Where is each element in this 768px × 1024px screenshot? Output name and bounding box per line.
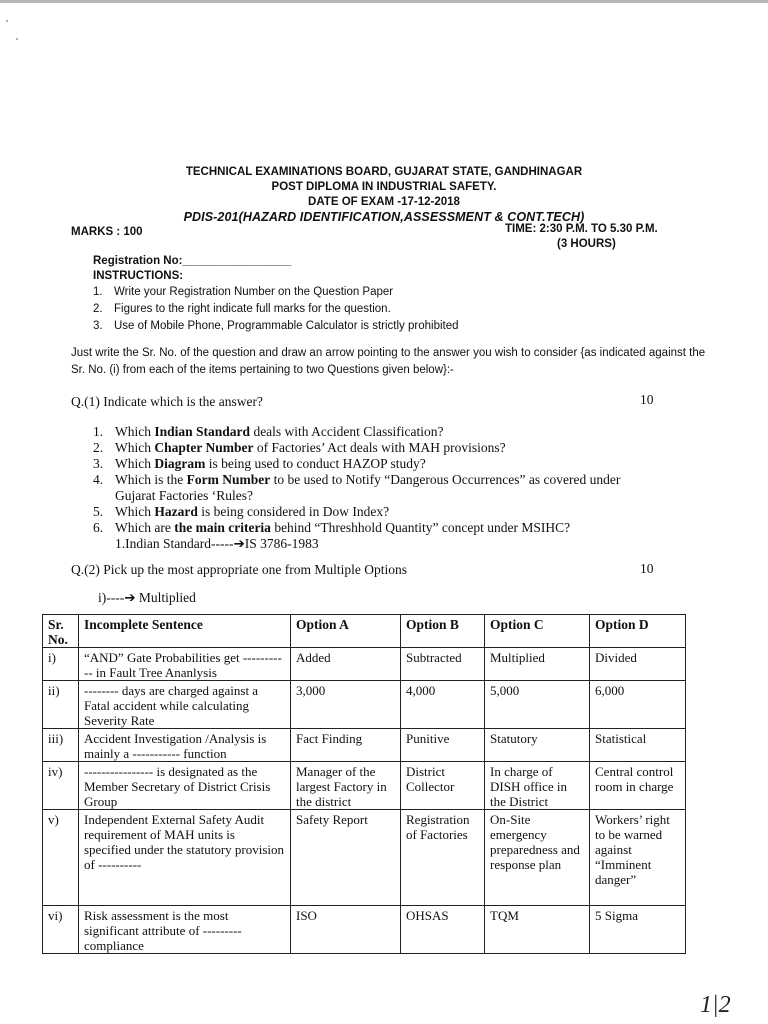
table-cell: Workers’ right to be warned against “Imminent danger” bbox=[590, 810, 686, 906]
scan-speck bbox=[6, 20, 8, 22]
q1-item: 5. Which Hazard is being considered in Dow Index? bbox=[93, 504, 390, 519]
table-cell: 3,000 bbox=[291, 681, 401, 729]
column-header: Option A bbox=[291, 615, 401, 648]
options-table bbox=[42, 614, 686, 954]
table-cell: Registration of Factories bbox=[401, 810, 485, 906]
paper-title: PDIS-201(HAZARD IDENTIFICATION,ASSESSMENT & CONT.TECH) bbox=[183, 210, 585, 224]
table-cell: i) bbox=[43, 648, 79, 681]
q1-list bbox=[93, 424, 620, 552]
instructions-list bbox=[93, 284, 459, 335]
table-row bbox=[43, 762, 686, 810]
table-row bbox=[43, 648, 686, 681]
board-name: TECHNICAL EXAMINATIONS BOARD, GUJARAT STATE, GANDHINAGAR bbox=[185, 166, 583, 178]
table-cell: Multiplied bbox=[485, 648, 590, 681]
course-name: POST DIPLOMA IN INDUSTRIAL SAFETY. bbox=[271, 181, 497, 193]
column-header: Incomplete Sentence bbox=[79, 615, 291, 648]
table-cell: TQM bbox=[485, 906, 590, 954]
table-cell: In charge of DISH office in the District bbox=[485, 762, 590, 810]
table-cell: Statistical bbox=[590, 729, 686, 762]
scan-speck bbox=[16, 38, 18, 40]
table-cell: Subtracted bbox=[401, 648, 485, 681]
table-cell: Fact Finding bbox=[291, 729, 401, 762]
table-cell: District Collector bbox=[401, 762, 485, 810]
table-cell: 5 Sigma bbox=[590, 906, 686, 954]
table-cell: iii) bbox=[43, 729, 79, 762]
table-cell: On-Site emergency preparedness and response plan bbox=[485, 810, 590, 906]
table-cell: “AND” Gate Probabilities get ----------- in Fault Tree Ananlysis bbox=[79, 648, 291, 681]
table-cell: OHSAS bbox=[401, 906, 485, 954]
table-cell: Punitive bbox=[401, 729, 485, 762]
table-cell: ii) bbox=[43, 681, 79, 729]
marks-label: MARKS : 100 bbox=[71, 226, 143, 238]
column-header: Option C bbox=[485, 615, 590, 648]
q1-item: 6. Which are the main criteria behind “Threshhold Quantity” concept under MSIHC? bbox=[93, 520, 571, 535]
column-header: Option D bbox=[590, 615, 686, 648]
table-row bbox=[43, 810, 686, 906]
scan-edge bbox=[0, 0, 768, 3]
instructions-heading: INSTRUCTIONS: bbox=[93, 270, 184, 282]
table-cell: 4,000 bbox=[401, 681, 485, 729]
q2-marks: 10 bbox=[640, 561, 654, 576]
table-row bbox=[43, 729, 686, 762]
intro-paragraph: Just write the Sr. No. of the question and draw an arrow pointing to the answer you wish to consider {as indicated against the Sr. No. (i) from each of the items pertaining to two Questions given below}:- bbox=[71, 347, 706, 376]
q1-item: 1. Which Indian Standard deals with Accident Classification? bbox=[93, 424, 444, 439]
table-row bbox=[43, 906, 686, 954]
table-cell: iv) bbox=[43, 762, 79, 810]
table-row bbox=[43, 681, 686, 729]
table-cell: ISO bbox=[291, 906, 401, 954]
table-cell: Added bbox=[291, 648, 401, 681]
q1-example: 1.Indian Standard-----➔IS 3786-1983 bbox=[115, 536, 319, 551]
registration-label: Registration No: bbox=[93, 255, 183, 267]
table-cell: Statutory bbox=[485, 729, 590, 762]
table-cell: Independent External Safety Audit requirement of MAH units is specified under the statutory provision of ---------- bbox=[79, 810, 291, 906]
exam-time: TIME: 2:30 P.M. TO 5.30 P.M. bbox=[505, 223, 658, 235]
table-cell: Accident Investigation /Analysis is mainly a ----------- function bbox=[79, 729, 291, 762]
table-cell: Central control room in charge bbox=[590, 762, 686, 810]
table-cell: v) bbox=[43, 810, 79, 906]
table-cell: 5,000 bbox=[485, 681, 590, 729]
q1-prompt: Q.(1) Indicate which is the answer? bbox=[71, 394, 263, 409]
instruction-item: 3. Use of Mobile Phone, Programmable Calculator is strictly prohibited bbox=[93, 320, 459, 332]
registration-line bbox=[93, 255, 291, 267]
table-header-row bbox=[43, 615, 686, 648]
page-number: 1|2 bbox=[700, 992, 731, 1018]
instruction-item: 1. Write your Registration Number on the Question Paper bbox=[93, 286, 394, 298]
table-cell: 6,000 bbox=[590, 681, 686, 729]
q1-marks: 10 bbox=[640, 392, 654, 407]
q1-item: 3. Which Diagram is being used to conduct HAZOP study? bbox=[93, 456, 426, 471]
q1-item-continued: Gujarat Factories ‘Rules? bbox=[115, 488, 253, 503]
table-cell: vi) bbox=[43, 906, 79, 954]
table-cell: -------- days are charged against a Fatal accident while calculating Severity Rate bbox=[79, 681, 291, 729]
table-cell: Safety Report bbox=[291, 810, 401, 906]
column-header: Option B bbox=[401, 615, 485, 648]
column-header: Sr. No. bbox=[43, 615, 79, 648]
q1-item: 2. Which Chapter Number of Factories’ Act deals with MAH provisions? bbox=[93, 440, 506, 455]
table-cell: Divided bbox=[590, 648, 686, 681]
table-cell: ---------------- is designated as the Member Secretary of District Crisis Group bbox=[79, 762, 291, 810]
registration-blank: _________________ bbox=[182, 255, 292, 267]
table-cell: Risk assessment is the most significant attribute of --------- compliance bbox=[79, 906, 291, 954]
q2-prompt: Q.(2) Pick up the most appropriate one from Multiple Options bbox=[71, 562, 407, 577]
table-cell: Manager of the largest Factory in the district bbox=[291, 762, 401, 810]
q1-item: 4. Which is the Form Number to be used to Notify “Dangerous Occurrences” as covered under bbox=[93, 472, 621, 487]
exam-duration: (3 HOURS) bbox=[557, 238, 616, 250]
exam-date: DATE OF EXAM -17-12-2018 bbox=[308, 196, 460, 208]
q2-example: i)----➔ Multiplied bbox=[98, 590, 196, 605]
instruction-item: 2. Figures to the right indicate full marks for the question. bbox=[93, 303, 391, 315]
